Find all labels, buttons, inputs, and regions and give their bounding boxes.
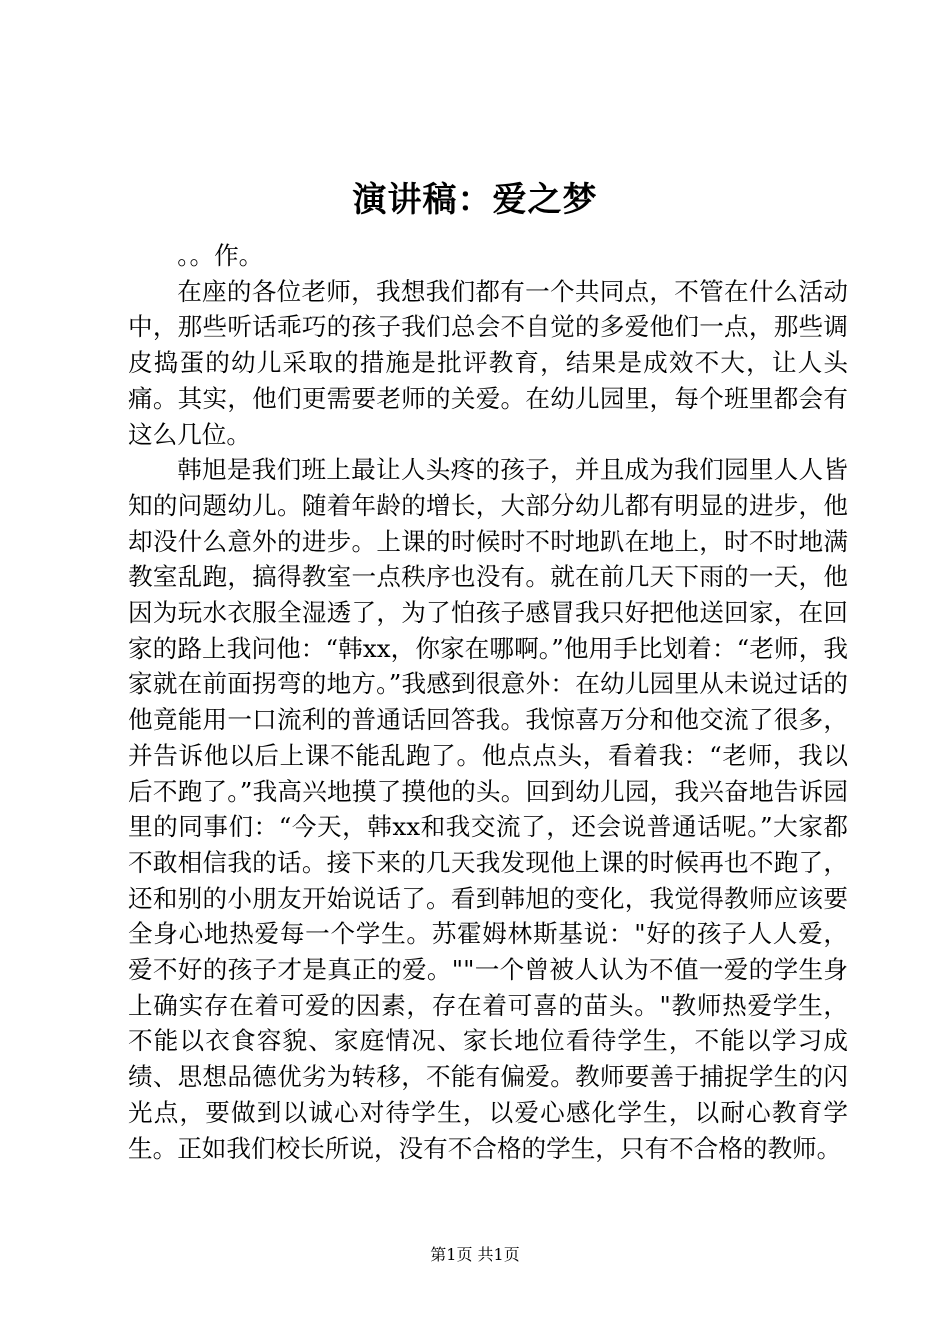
document-body: [128, 238, 848, 1166]
paragraph-1: 在座的各位老师，我想我们都有一个共同点，不管在什么活动中，那些听话乖巧的孩子我们总会不自觉的多爱他们一点，那些调皮捣蛋的幼儿采取的措施是批评教育，结果是成效不大，让人头痛。其实，他们更需要老师的关爱。在幼儿园里，每个班里都会有这么几位。: [128, 276, 848, 449]
paragraph-2: 韩旭是我们班上最让人头疼的孩子，并且成为我们园里人人皆知的问题幼儿。随着年龄的增长，大部分幼儿都有明显的进步，他却没什么意外的进步。上课的时候时不时地趴在地上，时不时地满教室乱跑，搞得教室一点秩序也没有。就在前几天下雨的一天，他因为玩水衣服全湿透了，为了怕孩子感冒我只好把他送回家，在回家的路上我问他：“韩xx，你家在哪啊。”他用手比划着：“老师，我家就在前面拐弯的地方。”我感到很意外：在幼儿园里从未说过话的他竟能用一口流利的普通话回答我。我惊喜万分和他交流了很多，并告诉他以后上课不能乱跑了。他点点头，看着我：“老师，我以后不跑了。”我高兴地摸了摸他的头。回到幼儿园，我兴奋地告诉园里的同事们：“今天，韩xx和我交流了，还会说普通话呢。”大家都不敢相信我的话。接下来的几天我发现他上课的时候再也不跑了，还和别的小朋友开始说话了。看到韩旭的变化，我觉得教师应该要全身心地热爱每一个学生。苏霍姆林斯基说："好的孩子人人爱，爱不好的孩子才是真正的爱。""一个曾被人认为不值一爱的学生身上确实存在着可爱的因素，存在着可喜的苗头。"教师热爱学生，不能以衣食容貌、家庭情况、家长地位看待学生，不能以学习成绩、思想品德优劣为转移，不能有偏爱。教师要善于捕捉学生的闪光点，要做到以诚心对待学生，以爱心感化学生，以耐心教育学生。正如我们校长所说，没有不合格的学生，只有不合格的教师。: [128, 455, 848, 1163]
document-title: 演讲稿：爱之梦: [352, 180, 598, 220]
paragraph-intro: 。。作。: [177, 241, 264, 270]
page-footer: 第1页 共1页: [430, 1245, 520, 1264]
